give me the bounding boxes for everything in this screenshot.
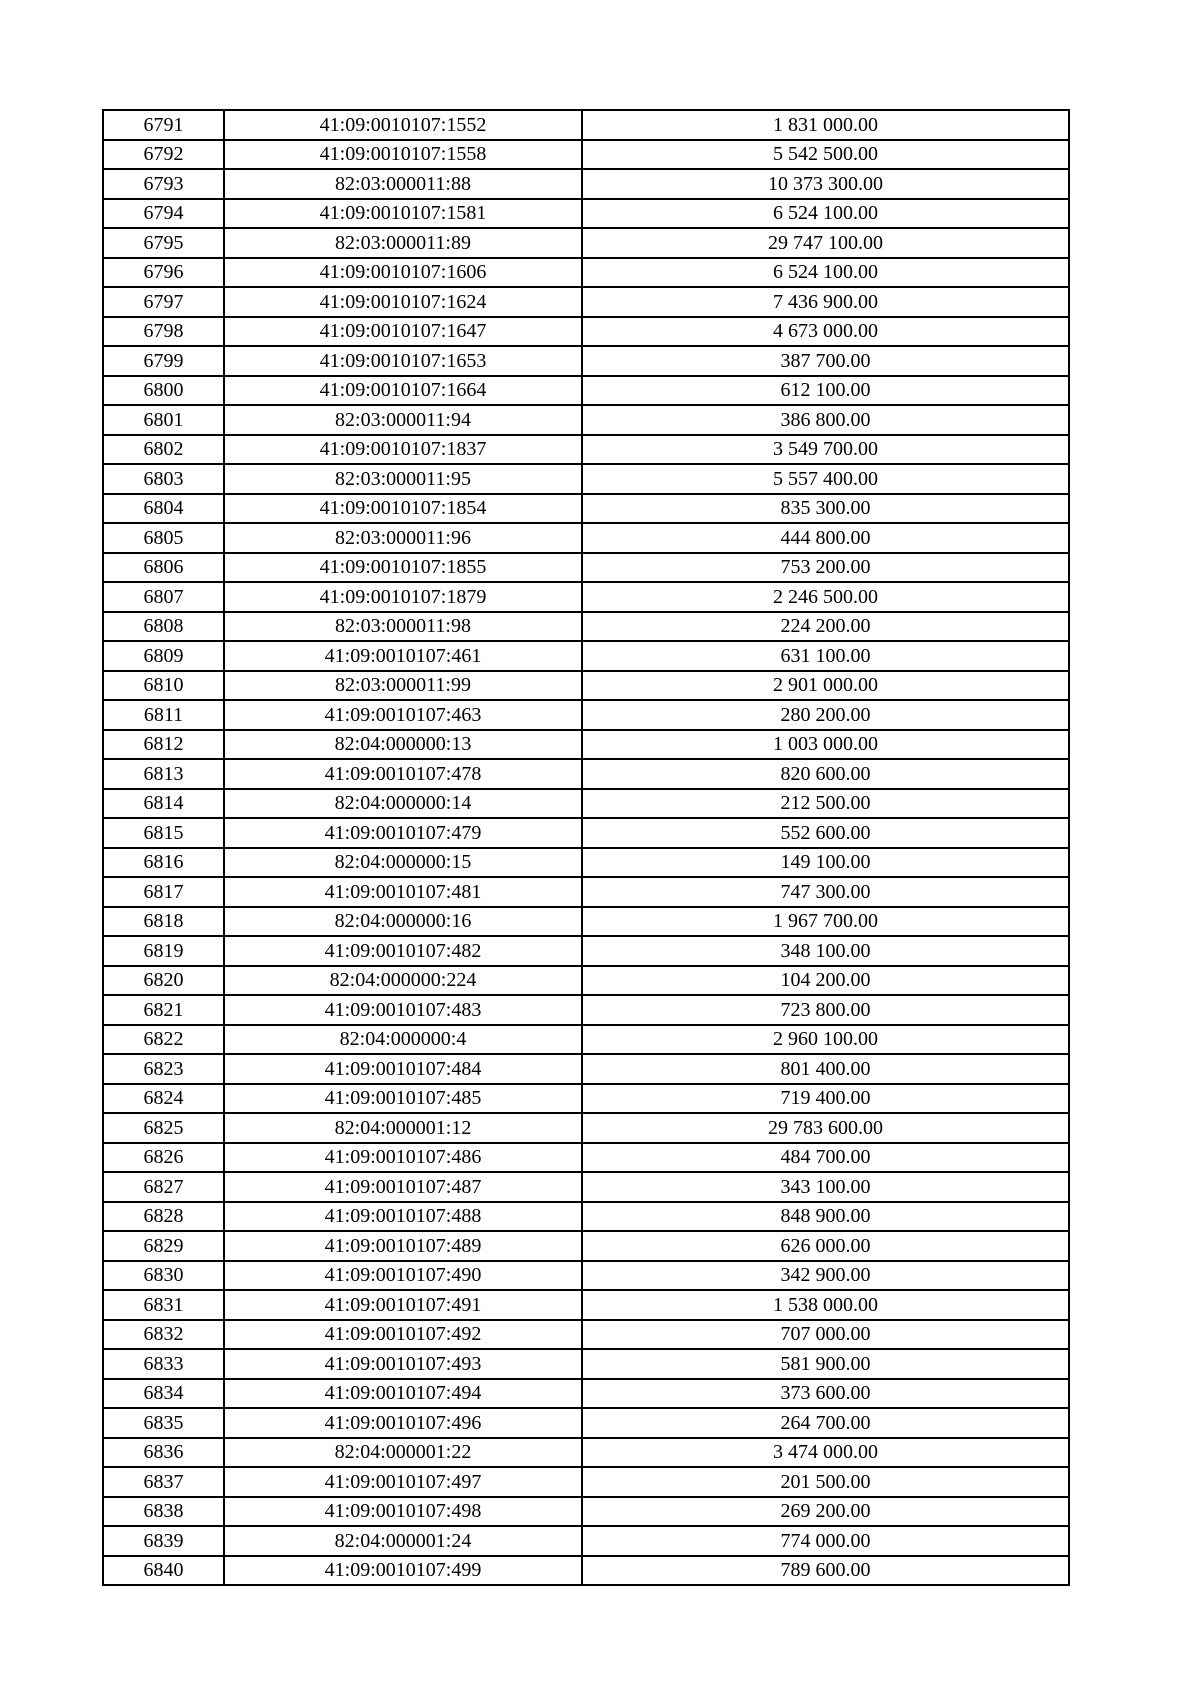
table-row (103, 169, 1069, 199)
cadastral-number-cell: 82:04:000001:12 (224, 1113, 582, 1143)
cadastral-value-cell: 29 747 100.00 (582, 228, 1069, 258)
cadastral-value-cell: 747 300.00 (582, 877, 1069, 907)
table-row (103, 346, 1069, 376)
cadastral-value-cell: 280 200.00 (582, 700, 1069, 730)
cadastral-value-cell: 848 900.00 (582, 1202, 1069, 1232)
row-number-cell: 6808 (103, 612, 224, 642)
table-row (103, 1556, 1069, 1586)
row-number-cell: 6817 (103, 877, 224, 907)
cadastral-value-cell: 386 800.00 (582, 405, 1069, 435)
cadastral-value-cell: 269 200.00 (582, 1497, 1069, 1527)
cadastral-value-cell: 1 538 000.00 (582, 1290, 1069, 1320)
cadastral-number-cell: 82:03:000011:95 (224, 464, 582, 494)
table-row (103, 995, 1069, 1025)
table-row (103, 435, 1069, 465)
cadastral-number-cell: 41:09:0010107:489 (224, 1231, 582, 1261)
cadastral-number-cell: 41:09:0010107:1879 (224, 582, 582, 612)
cadastral-number-cell: 82:04:000000:4 (224, 1025, 582, 1055)
table-row (103, 1349, 1069, 1379)
table-row (103, 1408, 1069, 1438)
cadastral-number-cell: 41:09:0010107:1581 (224, 199, 582, 229)
cadastral-value-cell: 789 600.00 (582, 1556, 1069, 1586)
cadastral-number-cell: 41:09:0010107:498 (224, 1497, 582, 1527)
table-row (103, 464, 1069, 494)
table-row (103, 1526, 1069, 1556)
row-number-cell: 6812 (103, 730, 224, 760)
table-row (103, 1438, 1069, 1468)
cadastral-value-cell: 801 400.00 (582, 1054, 1069, 1084)
row-number-cell: 6795 (103, 228, 224, 258)
row-number-cell: 6800 (103, 376, 224, 406)
cadastral-number-cell: 41:09:0010107:463 (224, 700, 582, 730)
row-number-cell: 6823 (103, 1054, 224, 1084)
cadastral-number-cell: 41:09:0010107:486 (224, 1143, 582, 1173)
cadastral-value-cell: 835 300.00 (582, 494, 1069, 524)
cadastral-number-cell: 41:09:0010107:1837 (224, 435, 582, 465)
table-row (103, 848, 1069, 878)
row-number-cell: 6807 (103, 582, 224, 612)
cadastral-number-cell: 41:09:0010107:481 (224, 877, 582, 907)
cadastral-value-cell: 6 524 100.00 (582, 258, 1069, 288)
cadastral-number-cell: 82:03:000011:99 (224, 671, 582, 701)
table-row (103, 1202, 1069, 1232)
cadastral-value-cell: 348 100.00 (582, 936, 1069, 966)
table-row (103, 1054, 1069, 1084)
row-number-cell: 6831 (103, 1290, 224, 1320)
cadastral-value-cell: 719 400.00 (582, 1084, 1069, 1114)
cadastral-value-cell: 29 783 600.00 (582, 1113, 1069, 1143)
table-row (103, 1320, 1069, 1350)
cadastral-value-cell: 104 200.00 (582, 966, 1069, 996)
cadastral-number-cell: 41:09:0010107:1647 (224, 317, 582, 347)
cadastral-number-cell: 41:09:0010107:479 (224, 818, 582, 848)
row-number-cell: 6822 (103, 1025, 224, 1055)
cadastral-value-cell: 581 900.00 (582, 1349, 1069, 1379)
cadastral-number-cell: 41:09:0010107:493 (224, 1349, 582, 1379)
cadastral-value-cell: 3 549 700.00 (582, 435, 1069, 465)
row-number-cell: 6813 (103, 759, 224, 789)
cadastral-number-cell: 82:03:000011:94 (224, 405, 582, 435)
cadastral-number-cell: 41:09:0010107:1558 (224, 140, 582, 170)
cadastral-number-cell: 41:09:0010107:1653 (224, 346, 582, 376)
cadastral-number-cell: 82:04:000000:13 (224, 730, 582, 760)
table-row (103, 287, 1069, 317)
row-number-cell: 6793 (103, 169, 224, 199)
cadastral-value-cell: 723 800.00 (582, 995, 1069, 1025)
table-row (103, 1025, 1069, 1055)
row-number-cell: 6794 (103, 199, 224, 229)
cadastral-value-cell: 212 500.00 (582, 789, 1069, 819)
row-number-cell: 6806 (103, 553, 224, 583)
row-number-cell: 6840 (103, 1556, 224, 1586)
cadastral-number-cell: 41:09:0010107:490 (224, 1261, 582, 1291)
table-row (103, 1231, 1069, 1261)
table-row (103, 1290, 1069, 1320)
cadastral-value-cell: 484 700.00 (582, 1143, 1069, 1173)
cadastral-number-cell: 41:09:0010107:1552 (224, 110, 582, 140)
row-number-cell: 6835 (103, 1408, 224, 1438)
cadastral-number-cell: 41:09:0010107:1606 (224, 258, 582, 288)
row-number-cell: 6804 (103, 494, 224, 524)
cadastral-value-cell: 387 700.00 (582, 346, 1069, 376)
cadastral-number-cell: 82:03:000011:88 (224, 169, 582, 199)
cadastral-number-cell: 82:04:000001:24 (224, 1526, 582, 1556)
cadastral-number-cell: 41:09:0010107:485 (224, 1084, 582, 1114)
cadastral-value-cell: 6 524 100.00 (582, 199, 1069, 229)
table-row (103, 612, 1069, 642)
cadastral-number-cell: 41:09:0010107:1664 (224, 376, 582, 406)
table-row (103, 376, 1069, 406)
table-row (103, 1467, 1069, 1497)
cadastral-number-cell: 41:09:0010107:492 (224, 1320, 582, 1350)
cadastral-value-cell: 5 557 400.00 (582, 464, 1069, 494)
cadastral-number-cell: 82:03:000011:89 (224, 228, 582, 258)
table-row (103, 1497, 1069, 1527)
row-number-cell: 6827 (103, 1172, 224, 1202)
table-row (103, 641, 1069, 671)
table-body (103, 110, 1069, 1585)
row-number-cell: 6829 (103, 1231, 224, 1261)
cadastral-value-cell: 612 100.00 (582, 376, 1069, 406)
table-row (103, 1172, 1069, 1202)
table-row (103, 1113, 1069, 1143)
row-number-cell: 6832 (103, 1320, 224, 1350)
cadastral-value-cell: 3 474 000.00 (582, 1438, 1069, 1468)
row-number-cell: 6805 (103, 523, 224, 553)
cadastral-number-cell: 41:09:0010107:484 (224, 1054, 582, 1084)
cadastral-number-cell: 41:09:0010107:494 (224, 1379, 582, 1409)
cadastral-number-cell: 41:09:0010107:488 (224, 1202, 582, 1232)
table-row (103, 759, 1069, 789)
cadastral-number-cell: 82:03:000011:96 (224, 523, 582, 553)
cadastral-value-cell: 2 246 500.00 (582, 582, 1069, 612)
table-row (103, 1261, 1069, 1291)
cadastral-number-cell: 41:09:0010107:1855 (224, 553, 582, 583)
cadastral-number-cell: 41:09:0010107:478 (224, 759, 582, 789)
row-number-cell: 6799 (103, 346, 224, 376)
cadastral-number-cell: 82:04:000000:16 (224, 907, 582, 937)
table-row (103, 936, 1069, 966)
row-number-cell: 6801 (103, 405, 224, 435)
cadastral-value-cell: 707 000.00 (582, 1320, 1069, 1350)
row-number-cell: 6798 (103, 317, 224, 347)
table-row (103, 789, 1069, 819)
cadastral-value-cell: 201 500.00 (582, 1467, 1069, 1497)
cadastral-value-cell: 342 900.00 (582, 1261, 1069, 1291)
row-number-cell: 6791 (103, 110, 224, 140)
cadastral-value-cell: 149 100.00 (582, 848, 1069, 878)
row-number-cell: 6820 (103, 966, 224, 996)
cadastral-value-cell: 224 200.00 (582, 612, 1069, 642)
row-number-cell: 6796 (103, 258, 224, 288)
cadastral-number-cell: 82:04:000001:22 (224, 1438, 582, 1468)
row-number-cell: 6815 (103, 818, 224, 848)
row-number-cell: 6814 (103, 789, 224, 819)
cadastral-number-cell: 82:04:000000:224 (224, 966, 582, 996)
table-row (103, 1084, 1069, 1114)
cadastral-number-cell: 41:09:0010107:482 (224, 936, 582, 966)
cadastral-value-cell: 1 967 700.00 (582, 907, 1069, 937)
row-number-cell: 6819 (103, 936, 224, 966)
cadastral-value-cell: 1 003 000.00 (582, 730, 1069, 760)
row-number-cell: 6828 (103, 1202, 224, 1232)
table-row (103, 582, 1069, 612)
cadastral-value-cell: 373 600.00 (582, 1379, 1069, 1409)
cadastral-number-cell: 41:09:0010107:499 (224, 1556, 582, 1586)
table-row (103, 110, 1069, 140)
table-row (103, 523, 1069, 553)
table-row (103, 700, 1069, 730)
cadastral-number-cell: 41:09:0010107:1624 (224, 287, 582, 317)
cadastral-value-cell: 2 901 000.00 (582, 671, 1069, 701)
row-number-cell: 6824 (103, 1084, 224, 1114)
table-row (103, 140, 1069, 170)
cadastral-value-cell: 264 700.00 (582, 1408, 1069, 1438)
cadastral-value-cell: 631 100.00 (582, 641, 1069, 671)
table-row (103, 907, 1069, 937)
cadastral-value-cell: 2 960 100.00 (582, 1025, 1069, 1055)
cadastral-number-cell: 41:09:0010107:487 (224, 1172, 582, 1202)
cadastral-number-cell: 82:04:000000:15 (224, 848, 582, 878)
table-row (103, 258, 1069, 288)
table-row (103, 818, 1069, 848)
cadastral-number-cell: 41:09:0010107:1854 (224, 494, 582, 524)
row-number-cell: 6797 (103, 287, 224, 317)
cadastral-value-cell: 552 600.00 (582, 818, 1069, 848)
cadastral-value-cell: 343 100.00 (582, 1172, 1069, 1202)
table-row (103, 877, 1069, 907)
row-number-cell: 6818 (103, 907, 224, 937)
table-row (103, 966, 1069, 996)
cadastral-number-cell: 41:09:0010107:483 (224, 995, 582, 1025)
row-number-cell: 6802 (103, 435, 224, 465)
cadastral-number-cell: 82:04:000000:14 (224, 789, 582, 819)
row-number-cell: 6830 (103, 1261, 224, 1291)
table-row (103, 1379, 1069, 1409)
table-row (103, 1143, 1069, 1173)
table-row (103, 317, 1069, 347)
cadastral-number-cell: 41:09:0010107:461 (224, 641, 582, 671)
row-number-cell: 6821 (103, 995, 224, 1025)
cadastral-number-cell: 82:03:000011:98 (224, 612, 582, 642)
table-row (103, 199, 1069, 229)
cadastral-value-table (102, 109, 1070, 1586)
row-number-cell: 6792 (103, 140, 224, 170)
row-number-cell: 6833 (103, 1349, 224, 1379)
row-number-cell: 6834 (103, 1379, 224, 1409)
table-row (103, 730, 1069, 760)
row-number-cell: 6825 (103, 1113, 224, 1143)
table-row (103, 553, 1069, 583)
row-number-cell: 6811 (103, 700, 224, 730)
cadastral-value-cell: 7 436 900.00 (582, 287, 1069, 317)
row-number-cell: 6836 (103, 1438, 224, 1468)
cadastral-value-cell: 626 000.00 (582, 1231, 1069, 1261)
cadastral-value-cell: 820 600.00 (582, 759, 1069, 789)
row-number-cell: 6816 (103, 848, 224, 878)
cadastral-value-cell: 444 800.00 (582, 523, 1069, 553)
row-number-cell: 6810 (103, 671, 224, 701)
cadastral-value-cell: 10 373 300.00 (582, 169, 1069, 199)
cadastral-value-cell: 774 000.00 (582, 1526, 1069, 1556)
cadastral-value-cell: 1 831 000.00 (582, 110, 1069, 140)
row-number-cell: 6826 (103, 1143, 224, 1173)
table-row (103, 228, 1069, 258)
cadastral-value-cell: 5 542 500.00 (582, 140, 1069, 170)
cadastral-value-cell: 4 673 000.00 (582, 317, 1069, 347)
row-number-cell: 6838 (103, 1497, 224, 1527)
table-row (103, 494, 1069, 524)
cadastral-value-cell: 753 200.00 (582, 553, 1069, 583)
cadastral-number-cell: 41:09:0010107:491 (224, 1290, 582, 1320)
row-number-cell: 6837 (103, 1467, 224, 1497)
cadastral-number-cell: 41:09:0010107:496 (224, 1408, 582, 1438)
row-number-cell: 6839 (103, 1526, 224, 1556)
row-number-cell: 6809 (103, 641, 224, 671)
cadastral-number-cell: 41:09:0010107:497 (224, 1467, 582, 1497)
table-row (103, 671, 1069, 701)
row-number-cell: 6803 (103, 464, 224, 494)
table-row (103, 405, 1069, 435)
